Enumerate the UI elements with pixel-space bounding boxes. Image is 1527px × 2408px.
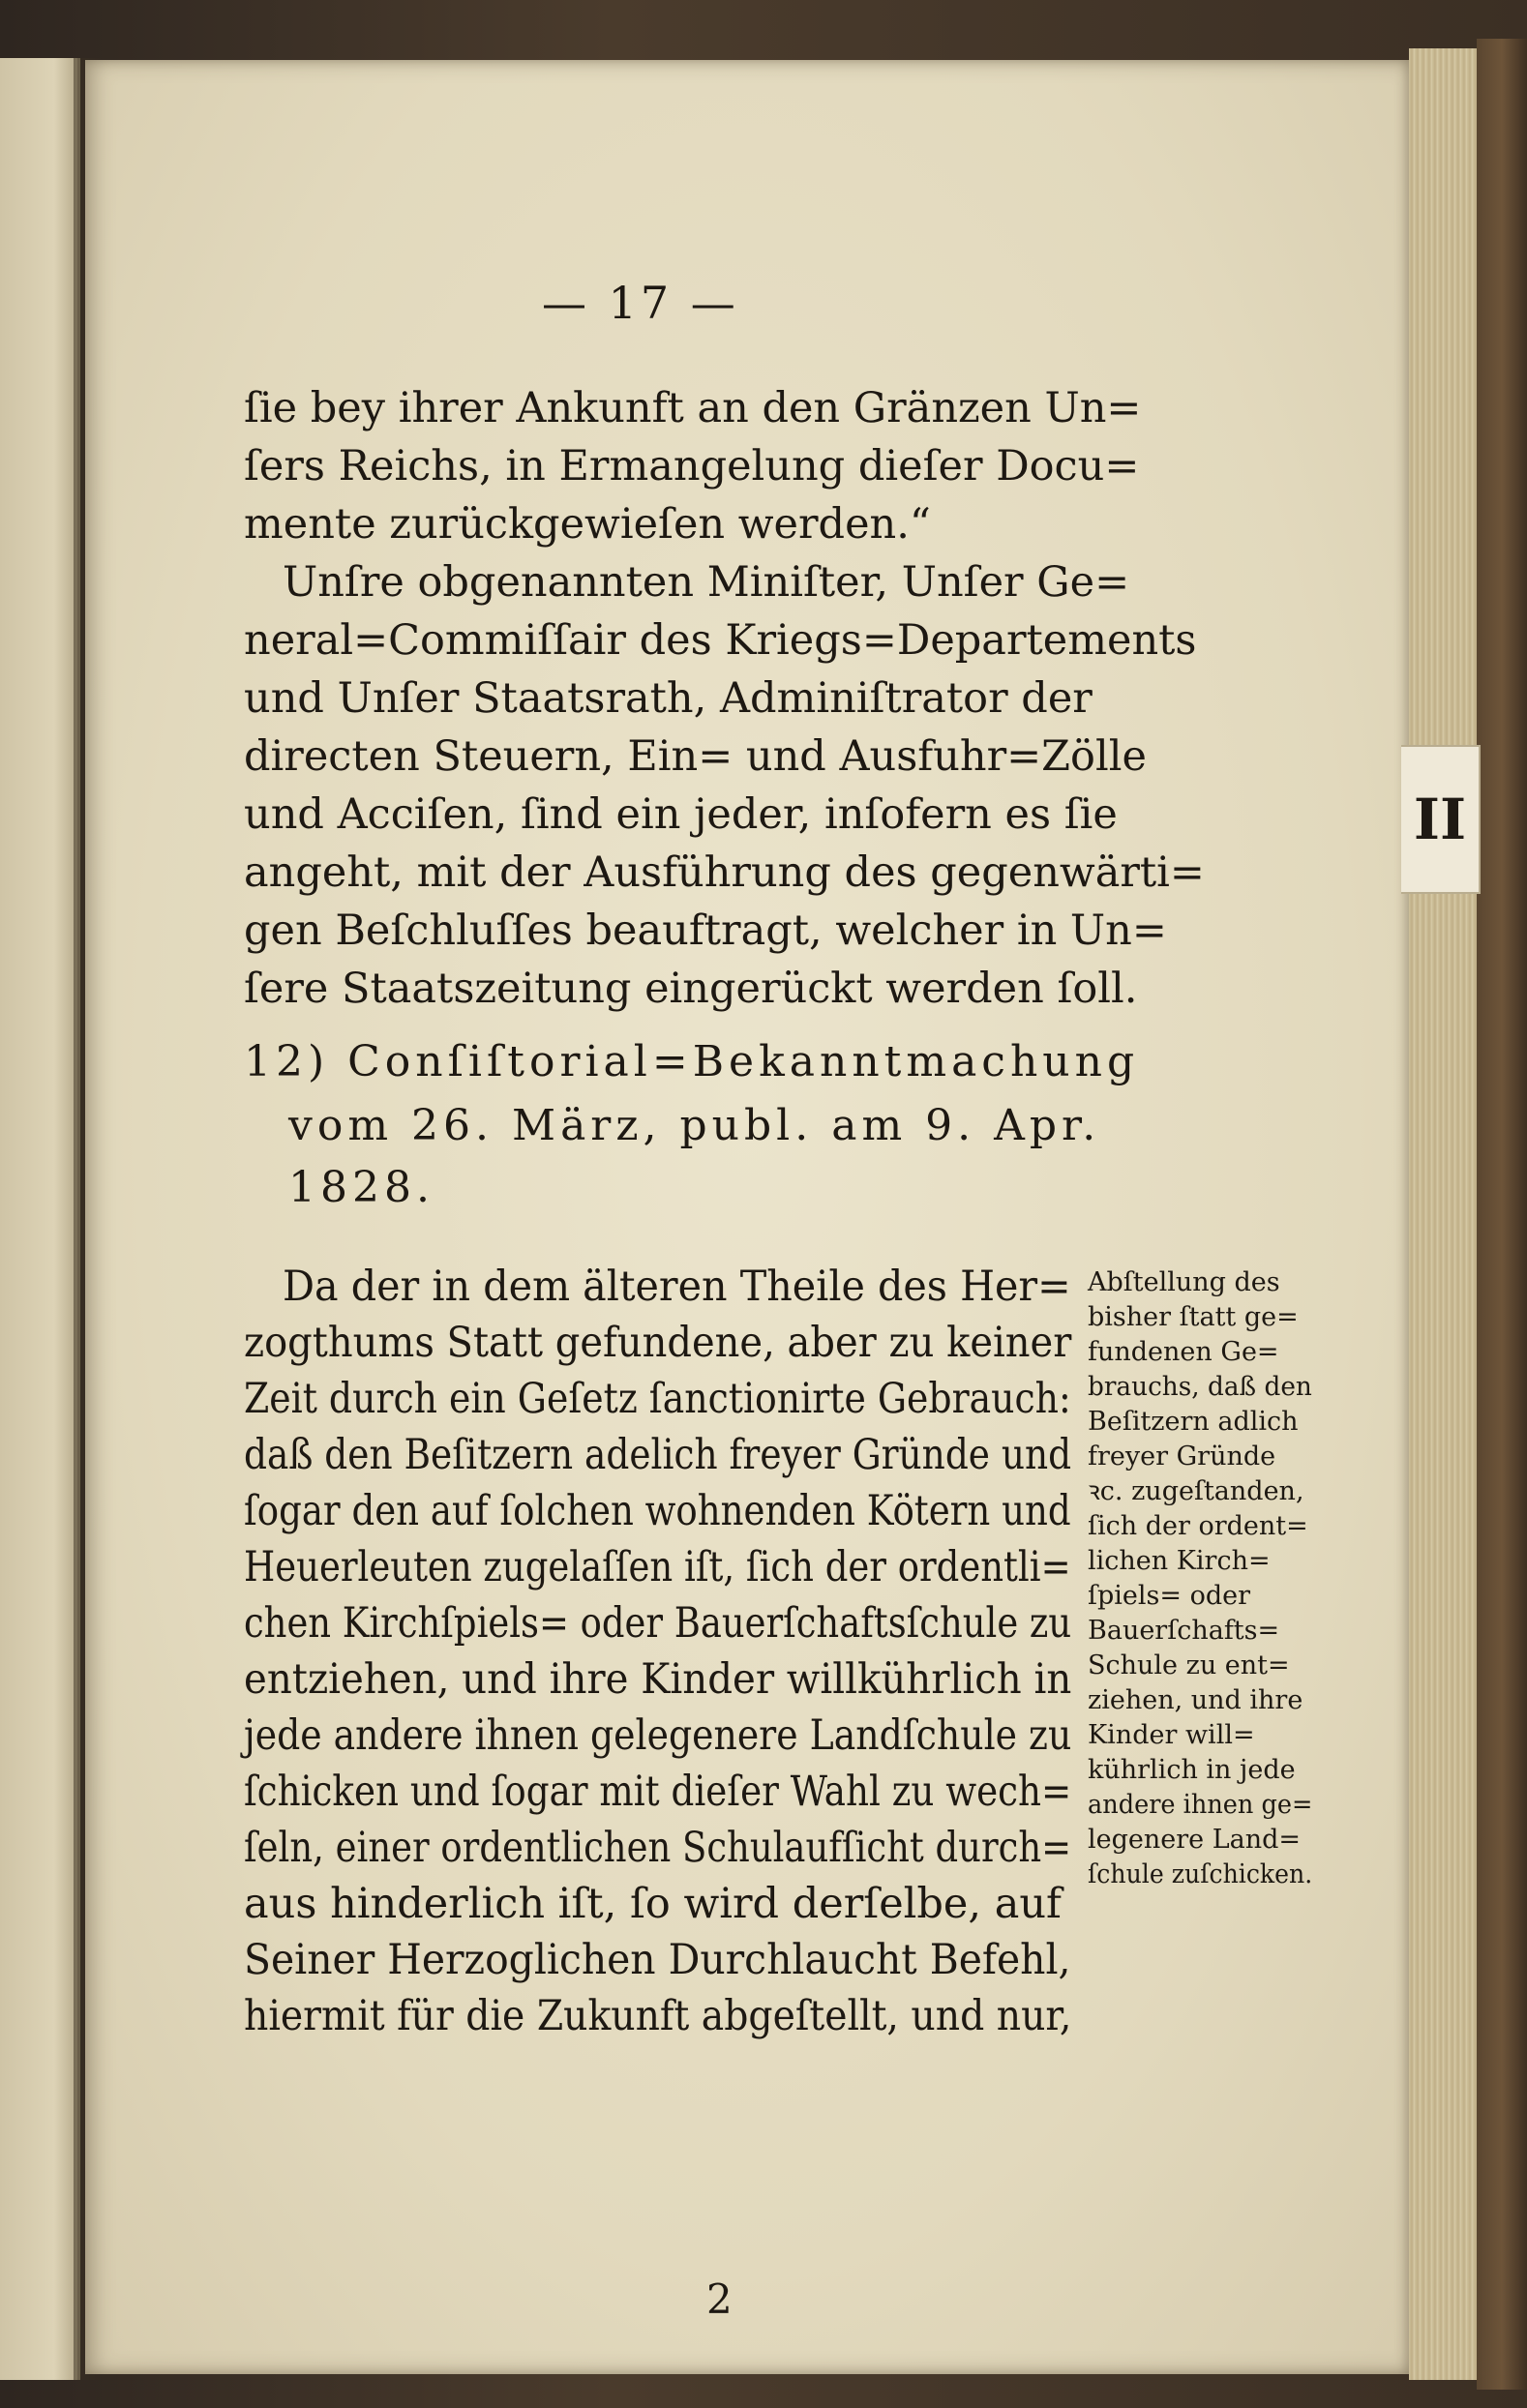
margin-note-line: fundenen Ge= — [1088, 1337, 1279, 1367]
paragraph-2-line: Unſre obgenannten Miniſter, Unſer Ge= — [283, 558, 1130, 607]
section-heading-year: 1828. — [288, 1163, 434, 1212]
previous-page-edge — [0, 58, 80, 2380]
paragraph-2-line: angeht, mit der Ausführung des gegenwärti= — [244, 848, 1205, 897]
margin-note-line: brauchs, daß den — [1088, 1372, 1312, 1402]
paragraph-1-line: mente zurückgewieſen werden.“ — [244, 500, 931, 549]
signature-mark: 2 — [706, 2275, 733, 2323]
paragraph-3-line: jede andere ihnen gelegenere Landſchule zu — [244, 1711, 1072, 1760]
paragraph-3-line: ſeln, einer ordentlichen Schulaufſicht durch= — [244, 1824, 1072, 1872]
margin-note-line: ſchule zuſchicken. — [1088, 1859, 1313, 1889]
section-heading-date: vom 26. März, publ. am 9. Apr. — [288, 1101, 1101, 1150]
paragraph-3-line: daß den Beſitzern adelich freyer Gründe und — [244, 1431, 1072, 1479]
paragraph-1-line: ſie bey ihrer Ankunft an den Gränzen Un= — [244, 384, 1142, 432]
paragraph-3-line: ſchicken und ſogar mit dieſer Wahl zu wech= — [244, 1768, 1072, 1816]
paragraph-1-line: ſers Reichs, in Ermangelung dieſer Docu= — [244, 442, 1140, 491]
thumb-index-label: II — [1413, 787, 1467, 852]
paragraph-2-line: gen Beſchluſſes beauftragt, welcher in Un= — [244, 907, 1167, 955]
margin-note-line: andere ihnen ge= — [1088, 1790, 1313, 1820]
paragraph-3-line: Heuerleuten zugelaſſen iſt, ſich der ordentli= — [244, 1543, 1071, 1591]
margin-note-line: Bauerſchafts= — [1088, 1616, 1280, 1646]
paragraph-2-line: neral=Commiſſair des Kriegs=Departements — [244, 616, 1197, 665]
margin-note-line: freyer Gründe — [1088, 1442, 1276, 1472]
margin-note-line: Beſitzern adlich — [1088, 1407, 1299, 1437]
margin-note-line: Schule zu ent= — [1088, 1650, 1290, 1680]
paragraph-3-line: hiermit für die Zukunft abgeſtellt, und nur, — [244, 1992, 1072, 2040]
book-fore-edge — [1409, 48, 1477, 2380]
paragraph-3-line: aus hinderlich iſt, ſo wird derſelbe, auf — [244, 1880, 1062, 1928]
paragraph-3-line: ſogar den auf ſolchen wohnenden Kötern und — [244, 1487, 1071, 1535]
paragraph-2-line: directen Steuern, Ein= und Ausfuhr=Zölle — [244, 732, 1147, 781]
paragraph-3-line: Zeit durch ein Geſetz ſanctionirte Gebrauch: — [244, 1375, 1071, 1423]
paragraph-3-line: entziehen, und ihre Kinder willkührlich in — [244, 1655, 1072, 1704]
paragraph-2-line: und Acciſen, ſind ein jeder, inſofern es ſie — [244, 790, 1118, 839]
margin-note-line: Abſtellung des — [1088, 1267, 1280, 1297]
margin-note-line: Kinder will= — [1088, 1720, 1255, 1750]
section-heading: 12) Conſiſtorial=Bekanntmachung — [244, 1037, 1140, 1086]
margin-note-line: ſich der ordent= — [1088, 1511, 1308, 1541]
margin-note-line: legenere Land= — [1088, 1825, 1302, 1855]
page-number: — 17 — — [542, 277, 739, 329]
margin-note-line: kührlich in jede — [1088, 1755, 1296, 1785]
paragraph-3-line: Seiner Herzoglichen Durchlaucht Befehl, — [244, 1936, 1071, 1984]
book-cover-edge — [1477, 39, 1527, 2390]
margin-note-line: ſpiels= oder — [1088, 1581, 1251, 1611]
paragraph-3-line: zogthums Statt gefundene, aber zu keiner — [244, 1319, 1072, 1367]
margin-note-line: lichen Kirch= — [1088, 1546, 1271, 1576]
thumb-index-tab — [1401, 745, 1481, 894]
paragraph-2-line: und Unſer Staatsrath, Adminiſtrator der — [244, 674, 1093, 723]
margin-note-line: bisher ſtatt ge= — [1088, 1302, 1299, 1332]
paragraph-3-line: Da der in dem älteren Theile des Her= — [283, 1263, 1071, 1311]
margin-note-line: ziehen, und ihre — [1088, 1685, 1303, 1715]
margin-note-line: ꝛc. zugeſtanden, — [1088, 1476, 1304, 1506]
paragraph-3-line: chen Kirchſpiels= oder Bauerſchaftsſchule zu — [244, 1599, 1072, 1648]
paragraph-2-line: ſere Staatszeitung eingerückt werden ſoll. — [244, 965, 1138, 1013]
